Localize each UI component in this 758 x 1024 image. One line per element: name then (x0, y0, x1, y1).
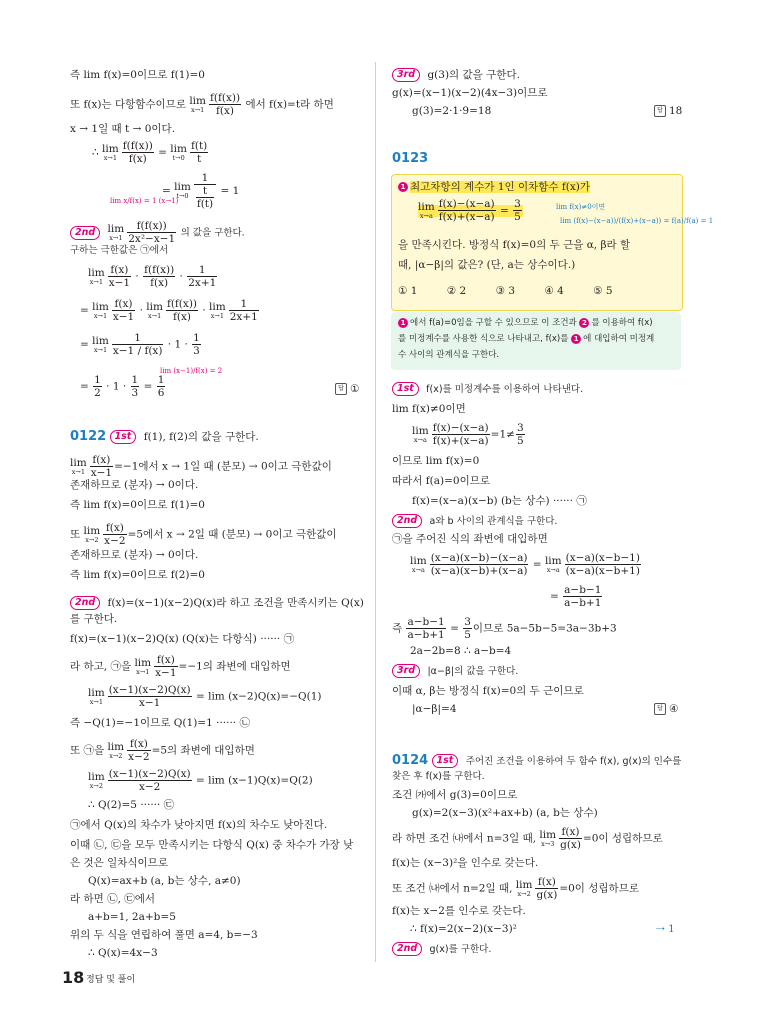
step-heading: 2nd a와 b 사이의 관계식을 구한다. (392, 514, 557, 529)
answer-box-icon: 답 (654, 703, 666, 715)
step-badge-2nd: 2nd (392, 942, 422, 956)
side-note: lim (x−1)/f(x) = 2 (160, 367, 223, 375)
choice-1: ① 1 (398, 285, 418, 297)
math-line: = $\frac{1}{2}$ · 1 · $\frac{1}{3}$ = $\frac{1}{6}$ (80, 374, 165, 399)
problem-line: 을 만족시킨다. 방정식 f(x)=0의 두 근을 α, β라 할 (398, 239, 631, 251)
problem-line: 1 최고차항의 계수가 1인 이차함수 f(x)가 (398, 180, 590, 194)
footer-label: 정답 및 풀이 (86, 975, 136, 985)
text-line: ∴ f(x)=2(x−2)(x−3)² (410, 923, 517, 935)
step-badge-2nd: 2nd (392, 514, 422, 528)
step-badge-1st: 1st (392, 382, 419, 396)
problem-number: 0122 (70, 429, 107, 444)
math-line: lim x→2 $\frac{(x-1)(x-2)Q(x)}{x-2}$ = lim (x−1)Q(x)=Q(2) (88, 768, 313, 793)
choice-list (398, 284, 639, 298)
text-line: 즉 lim f(x)=0이므로 f(1)=0 (70, 499, 205, 511)
text-line: 찾은 후 f(x)를 구한다. (392, 771, 485, 782)
text-line: 라 하면 ㉡, ㉢에서 (70, 893, 156, 905)
guide-line: 를 미정계수를 사용한 식으로 나타내고, f(x)를 1 에 대입하여 미정계 (398, 334, 655, 344)
step-heading: 3rd g(3)의 값을 구한다. (392, 68, 520, 82)
text-line: |α−β|=4 (412, 703, 457, 715)
step-heading: 2nd lim x→1 $\frac{f(f(x))}{\text{2x²−x−1}}$ 의 값을 구한다. (70, 220, 245, 245)
text-line: 존재하므로 (분자) → 0이다. (70, 479, 199, 491)
choice-4: ④ 4 (544, 285, 564, 297)
problem-number: 0123 (392, 151, 429, 166)
text-line: 이때 α, β는 방정식 f(x)=0의 두 근이므로 (392, 685, 584, 697)
text-line: 또 lim x→2 $\frac{f(x)}{x-2}$ =5에서 x → 2일 때 (분모) → 0이고 극한값이 (70, 522, 337, 547)
text-line: 은 것은 일차식이므로 (70, 857, 168, 869)
text-line: 를 구한다. (70, 613, 118, 625)
step-heading: 3rd |α−β|의 값을 구한다. (392, 664, 518, 679)
choice-2: ② 2 (446, 285, 467, 297)
text-line: 라 하고, ㉠을 lim x→1 $\frac{f(x)}{x-1}$ =−1의 좌변에 대입하면 (70, 654, 291, 679)
text-line: f(x)=(x−1)(x−2)Q(x) (Q(x)는 다항식) ······ ㉠ (70, 633, 295, 645)
problem-condition: lim x→a $\frac{f(x)-(x-a)}{f(x)+(x-a)}$ = $\frac{3}{5}$ (418, 198, 521, 223)
text-line: f(x)는 x−2를 인수로 갖는다. (392, 905, 526, 917)
reference-arrow: ⇢ 1 (656, 923, 675, 935)
text-line: lim x→1 $\frac{f(x)}{x-1}$ =−1에서 x → 1일 때 (분모) → 0이고 극한값이 (70, 454, 332, 479)
text-line: 또 f(x)는 다항함수이므로 lim x→1 $\frac{f(f(x))}{f(x)}$ 에서 f(x)=t라 하면 (70, 92, 334, 117)
side-note: lim (f(x)−(x−a))/(f(x)+(x−a)) = f(a)/f(a) = 1 (560, 217, 714, 225)
step-heading: 2nd g(x)를 구한다. (392, 942, 491, 957)
math-line: lim x→a $\frac{(x-a)(x-b)-(x-a)}{(x-a)(x-b)+(x-a)}$ = lim x→a $\frac{(x-a)(x-b-1)}{(x-a)(x-b+1)}$ (410, 552, 640, 577)
problem-heading: 0122 1st f(1), f(2)의 값을 구한다. (70, 429, 259, 444)
step-badge-3rd: 3rd (392, 68, 420, 82)
text-line: ∴ Q(2)=5 ······ ㉢ (88, 799, 175, 811)
page-number: 18 (62, 968, 85, 987)
problem-heading: 0124 1st 주어진 조건을 이용하여 두 함수 f(x), g(x)의 인수를 (392, 753, 682, 768)
text-line: 또 조건 ㈏에서 n=2일 때, lim x→2 $\frac{f(x)}{g(x)}$ =0이 성립하므로 (392, 876, 639, 901)
text-line: a+b=1, 2a+b=5 (88, 911, 176, 923)
text-line: 이므로 lim f(x)=0 (392, 455, 480, 467)
column-divider (375, 62, 376, 962)
math-line: = lim x→1 $\frac{f(x)}{x-1}$ · lim x→1 $\frac{f(f(x))}{f(x)}$ · lim x→1 $\frac{1}{2x+1}$ (80, 298, 258, 323)
step-badge-2nd: 2nd (70, 596, 100, 610)
problem-number: 0124 (392, 753, 429, 768)
condition-1-icon: 1 (398, 182, 408, 192)
text-line: g(x)=(x−1)(x−2)(4x−3)이므로 (392, 87, 548, 99)
text-line: ㉠을 주어진 식의 좌변에 대입하면 (392, 533, 548, 545)
guide-line: 1 에서 f(a)=0임을 구할 수 있으므로 이 조건과 2 를 이용하여 f(x) (398, 316, 653, 330)
text-line: 또 ㉠을 lim x→2 $\frac{f(x)}{x-2}$ =5의 좌변에 대입하면 (70, 738, 255, 763)
math-line: = $\frac{a-b-1}{a-b+1}$ (550, 584, 602, 609)
text-line: lim f(x)≠0이면 (392, 403, 466, 415)
text-line: 라 하면 조건 ㈏에서 n=3일 때, lim x→3 $\frac{f(x)}{g(x)}$ =0이 성립하므로 (392, 826, 663, 851)
text-line: 조건 ㈎에서 g(3)=0이므로 (392, 789, 518, 801)
text-line: 즉 lim f(x)=0이므로 f(1)=0 (70, 69, 205, 81)
answer-box-icon: 답 (335, 383, 347, 395)
step-badge-2nd: 2nd (70, 226, 100, 240)
text-line: f(x)는 (x−3)²을 인수로 갖는다. (392, 857, 539, 869)
math-line: = lim x→1 $\frac{1}{x-1 / f(x)}$ · 1 · $\frac{1}{3}$ (80, 332, 200, 357)
text-line: 즉 lim f(x)=0이므로 f(2)=0 (70, 569, 205, 581)
step-badge-1st: 1st (110, 430, 137, 444)
choice-5: ⑤ 5 (593, 285, 613, 297)
text-line: 즉 −Q(1)=−1이므로 Q(1)=1 ······ ㉡ (70, 717, 250, 729)
answer-mark: 답 ④ (654, 702, 678, 716)
text-line: 위의 두 식을 연립하여 풀면 a=4, b=−3 (70, 929, 258, 941)
text-line: x → 1일 때 t → 0이다. (70, 123, 176, 135)
problem-line: 때, |α−β|의 값은? (단, a는 상수이다.) (398, 259, 576, 271)
step-heading: 2nd f(x)=(x−1)(x−2)Q(x)라 하고 조건을 만족시키는 Q(x) (70, 596, 364, 610)
text-line: Q(x)=ax+b (a, b는 상수, a≠0) (88, 875, 241, 887)
choice-3: ③ 3 (495, 285, 515, 297)
math-line: lim x→1 $\frac{(x-1)(x-2)Q(x)}{x-1}$ = lim (x−2)Q(x)=−Q(1) (88, 684, 322, 709)
math-line: 즉 $\frac{a-b-1}{a-b+1}$ = $\frac{3}{5}$ 이므로 5a−5b−5=3a−3b+3 (392, 616, 617, 641)
text-line: f(x)=(x−a)(x−b) (b는 상수) ······ ㉠ (412, 495, 587, 507)
text-line: ∴ Q(x)=4x−3 (88, 947, 158, 959)
text-line: ㉠에서 Q(x)의 차수가 낮아지면 f(x)의 차수도 낮아진다. (70, 819, 328, 831)
math-line: lim x→a $\frac{f(x)-(x-a)}{f(x)+(x-a)}$ =1≠ $\frac{3}{5}$ (412, 422, 524, 447)
step-heading: 1st f(x)를 미정계수를 이용하여 나타낸다. (392, 382, 583, 397)
text-line: 따라서 f(a)=0이므로 (392, 475, 491, 487)
text-line: g(x)=2(x−3)(x²+ax+b) (a, b는 상수) (412, 807, 598, 819)
side-note: lim f(x)≠0이면 (556, 203, 606, 211)
text-line: 이때 ㉡, ㉢을 모두 만족시키는 다항식 Q(x) 중 차수가 가장 낮 (70, 839, 354, 851)
step-badge-1st: 1st (432, 754, 459, 768)
side-note: lim x/f(x) = 1 (x→1) (110, 197, 179, 205)
math-line: lim x→1 $\frac{f(x)}{x-1}$ · $\frac{f(f(x))}{f(x)}$ · $\frac{1}{2x+1}$ (88, 264, 217, 289)
answer-mark: 답 18 (654, 104, 682, 118)
math-line: ∴ lim x→1 $\frac{f(f(x))}{f(x)}$ = lim t→0 $\frac{f(t)}{t}$ (92, 140, 208, 165)
text-line: 구하는 극한값은 ㉠에서 (70, 245, 169, 256)
text-line: 존재하므로 (분자) → 0이다. (70, 549, 199, 561)
text-line: g(3)=2·1·9=18 (412, 105, 492, 117)
answer-mark: 답 ① (335, 382, 359, 396)
answer-box-icon: 답 (654, 105, 666, 117)
step-badge-3rd: 3rd (392, 664, 420, 678)
math-line: = lim t→0 $\frac{1}{\frac{t}{f(t)}}$ = 1 (162, 172, 240, 210)
guide-line: 수 사이의 관계식을 구한다. (398, 350, 500, 360)
text-line: 2a−2b=8 ∴ a−b=4 (410, 645, 512, 657)
